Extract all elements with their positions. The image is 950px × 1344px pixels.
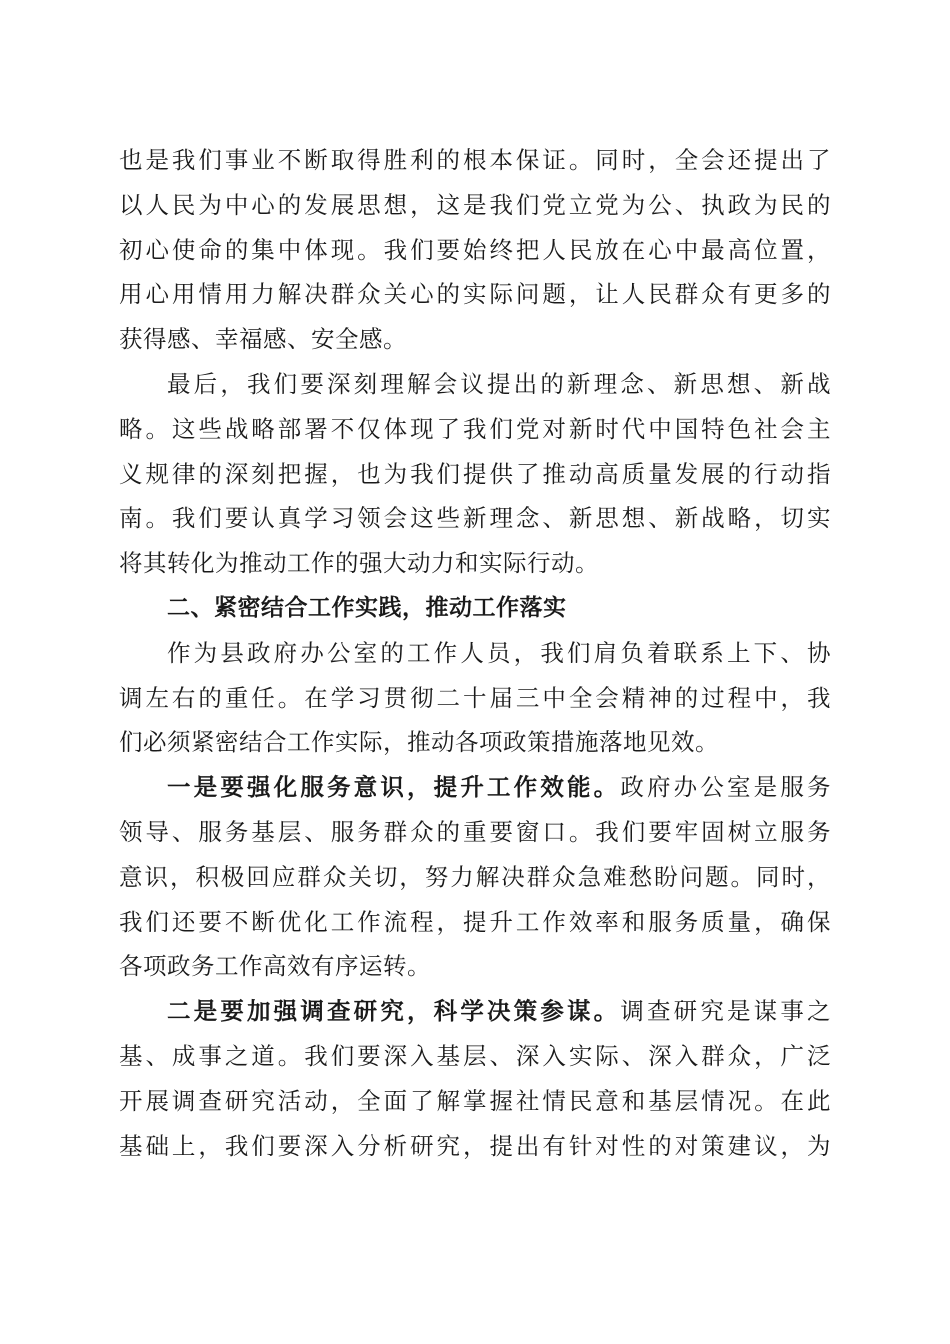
text-line: 各项政务工作高效有序运转。: [119, 952, 431, 981]
text-line: 调左右的重任。在学习贯彻二十届三中全会精神的过程中，我: [119, 683, 831, 712]
text-line: 初心使命的集中体现。我们要始终把人民放在心中最高位置，: [119, 235, 831, 264]
paragraph-lead: 二是要加强调查研究，科学决策参谋。: [167, 997, 621, 1026]
text-line: 开展调查研究活动，全面了解掌握社情民意和基层情况。在此: [119, 1086, 831, 1115]
text-line: 基础上，我们要深入分析研究，提出有针对性的对策建议，为: [119, 1131, 831, 1160]
text-line: 用心用情用力解决群众关心的实际问题，让人民群众有更多的: [119, 280, 831, 309]
section-heading: 二、紧密结合工作实践，推动工作落实: [167, 594, 567, 621]
text-line: [119, 765, 831, 810]
text-line: 基、成事之道。我们要深入基层、深入实际、深入群众，广泛: [119, 1041, 831, 1070]
text-line: 作为县政府办公室的工作人员，我们肩负着联系上下、协: [167, 638, 831, 667]
text-line: 以人民为中心的发展思想，这是我们党立党为公、执政为民的: [119, 190, 831, 219]
text-line: 也是我们事业不断取得胜利的根本保证。同时，全会还提出了: [119, 146, 831, 174]
text-line: 略。这些战略部署不仅体现了我们党对新时代中国特色社会主: [119, 414, 831, 443]
text-line: 将其转化为推动工作的强大动力和实际行动。: [119, 549, 599, 578]
text-fragment: 调查研究是谋事之: [620, 997, 832, 1026]
text-line: 我们还要不断优化工作流程，提升工作效率和服务质量，确保: [119, 907, 831, 936]
paragraph-new-concepts: [119, 362, 831, 586]
text-line: 义规律的深刻把握，也为我们提供了推动高质量发展的行动指: [119, 459, 831, 488]
text-line: 们必须紧密结合工作实际，推动各项政策措施落地见效。: [119, 728, 719, 757]
text-line: 南。我们要认真学习领会这些新理念、新思想、新战略，切实: [119, 504, 831, 533]
document-body: [119, 138, 831, 1168]
paragraph-people-centered: [119, 138, 831, 362]
text-line: [119, 989, 831, 1034]
text-line: 领导、服务基层、服务群众的重要窗口。我们要牢固树立服务: [119, 817, 831, 846]
text-fragment: 政府办公室是服务: [620, 773, 832, 802]
text-line: 最后，我们要深刻理解会议提出的新理念、新思想、新战: [167, 369, 831, 398]
text-line: 意识，积极回应群众关切，努力解决群众急难愁盼问题。同时，: [119, 862, 831, 891]
section-heading-2: [119, 586, 831, 631]
text-line: 获得感、幸福感、安全感。: [119, 325, 407, 354]
paragraph-research: [119, 989, 831, 1168]
paragraph-lead: 一是要强化服务意识，提升工作效能。: [167, 773, 621, 802]
paragraph-service-awareness: [119, 765, 831, 989]
paragraph-role: [119, 631, 831, 765]
